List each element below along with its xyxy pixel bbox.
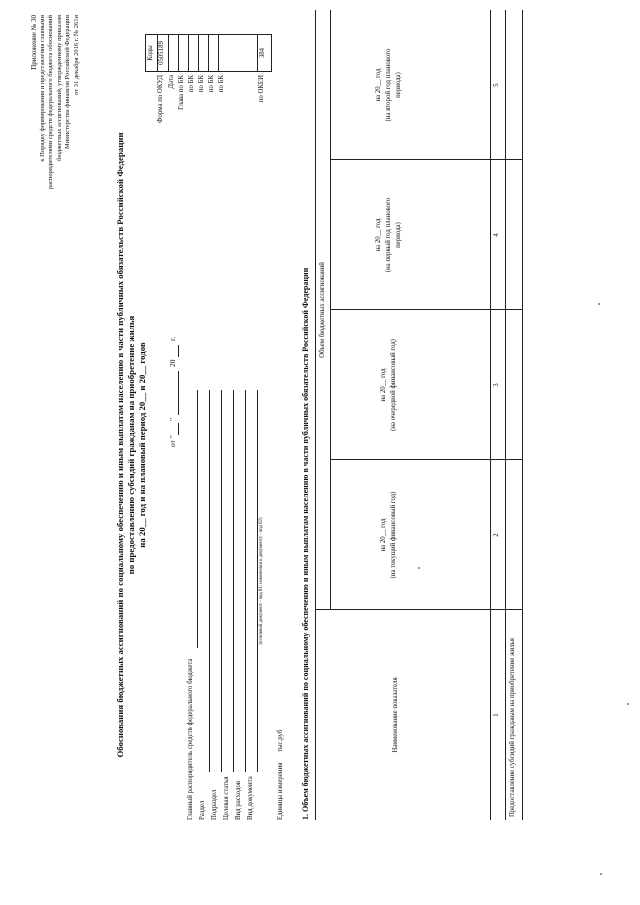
codes-table: [145, 34, 272, 72]
codes-row-bk-1: по БК: [188, 75, 195, 93]
document-title: [115, 105, 148, 785]
codes-row-bk-2: по БК: [198, 75, 205, 93]
date-day-blank[interactable]: [178, 423, 179, 435]
date-mid: ": [168, 417, 177, 421]
date-month-blank[interactable]: [178, 371, 179, 415]
date-prefix: от ": [168, 435, 177, 447]
appendix-number: Приложение № 30: [30, 15, 38, 70]
codes-row-date: Дата: [168, 75, 175, 89]
table-col-plan-year-1: [374, 160, 404, 310]
col-plan-year-2-line3: периода): [395, 72, 402, 98]
col-plan-year-1-line1: на 20__ год: [375, 218, 382, 252]
codes-box: [145, 20, 295, 265]
unit-label: Единица измерения: [277, 762, 284, 820]
title-line-3: на 20__ год и на плановый период 20__ и 20__ годов: [137, 342, 147, 548]
section1-title: 1. Объем бюджетных ассигнований по социальному обеспечению и иным выплатам населению в части публичных обязательств Российской Федерации: [301, 267, 310, 820]
field-line-section[interactable]: [209, 390, 210, 772]
table-col-current-year: [379, 460, 399, 610]
codes-form-code: 0505189: [158, 41, 165, 65]
title-line-1: Обоснования бюджетных ассигнований по социальному обеспечению и иным выплатам населению в части публичных обязательств Российской Федерации: [115, 132, 125, 758]
appendix-line-1: к Порядку формирования и представления главными: [38, 15, 46, 162]
table-col-number-5: 5: [493, 83, 500, 87]
codes-row-bk-4: по БК: [218, 75, 225, 93]
field-line-distributor[interactable]: [197, 390, 198, 648]
field-line-expense-type[interactable]: [245, 390, 246, 772]
table-col-number-3: 3: [493, 383, 500, 387]
field-label-expense-type: Вид расходов: [235, 780, 242, 820]
date-line: [168, 307, 180, 447]
appendix-block: [30, 15, 81, 345]
col-current-year-line1: на 20__ год: [380, 518, 387, 552]
table-row-housing-subsidy-label: Предоставление субсидий гражданам на приобретение жилья: [509, 638, 516, 817]
table-group-header: Объем бюджетных ассигнований: [319, 262, 326, 358]
codes-header: Коды: [147, 45, 154, 61]
table-row-housing-subsidy-value-current[interactable]: [506, 461, 521, 609]
budget-table: [315, 10, 522, 820]
codes-row-glava: Глава по БК: [178, 75, 185, 110]
field-label-distributor: Главный распорядитель средств федерального бюджета: [187, 658, 194, 820]
codes-row-bk-3: по БК: [208, 75, 215, 93]
field-line-target-article[interactable]: [233, 390, 234, 772]
table-name-header: Наименование показателя: [392, 677, 399, 753]
scan-speck: [627, 703, 629, 705]
date-suffix: г.: [168, 336, 177, 341]
table-col-number-2: 2: [493, 533, 500, 537]
codes-form-label: Форма по ОКУД: [157, 75, 164, 123]
codes-okei-code: 384: [259, 47, 266, 59]
table-col-plan-year-2: [374, 10, 404, 160]
table-col-next-year: [379, 310, 399, 460]
appendix-line-2: распорядителями средств федерального бюджета обоснований: [47, 15, 54, 190]
appendix-line-5: от 31 декабря 2016 г. № 261н: [72, 15, 80, 95]
col-next-year-line2: (на очередной финансовый год): [390, 339, 397, 431]
field-line-document-type[interactable]: [257, 390, 258, 772]
table-row-housing-subsidy-value-next[interactable]: [506, 311, 521, 459]
document-type-hint: (основной документ - код 01; изменения к документу - код 02): [259, 517, 264, 645]
table-col-number-4: 4: [493, 233, 500, 237]
field-label-subsection: Подраздел: [211, 789, 218, 820]
field-label-document-type: Вид документа: [247, 776, 254, 820]
title-line-2: по предоставлению субсидий гражданам на приобретение жилья: [126, 315, 136, 575]
appendix-line-3: бюджетных ассигнований, утвержденному приказом: [55, 15, 63, 162]
field-label-section: Раздел: [199, 800, 206, 820]
table-row-housing-subsidy-value-plan-2[interactable]: [506, 11, 521, 159]
scan-speck: [598, 303, 600, 305]
unit-value: тыс.руб: [277, 729, 284, 752]
col-current-year-line2: (на текущий финансовый год): [390, 491, 397, 579]
col-plan-year-2-line1: на 20__ год: [375, 68, 382, 102]
field-label-target-article: Целевая статья: [223, 776, 230, 820]
col-next-year-line1: на 20__ год: [380, 368, 387, 402]
scan-speck: [418, 567, 420, 569]
codes-okei-label: по ОКЕИ: [258, 75, 265, 103]
col-plan-year-1-line2: (на первый год планового: [385, 197, 392, 273]
col-plan-year-2-line2: (на второй год планового: [385, 48, 392, 122]
date-year: 20: [168, 359, 177, 367]
table-col-number-1: 1: [493, 713, 500, 717]
fields-block: [185, 260, 305, 820]
scan-speck: [600, 873, 602, 875]
appendix-line-4: Министерства финансов Российской Федерации: [64, 15, 71, 150]
field-line-subsection[interactable]: [221, 390, 222, 772]
date-year-blank[interactable]: [178, 345, 179, 357]
col-plan-year-1-line3: периода): [395, 222, 402, 248]
table-row-housing-subsidy-value-plan-1[interactable]: [506, 161, 521, 309]
